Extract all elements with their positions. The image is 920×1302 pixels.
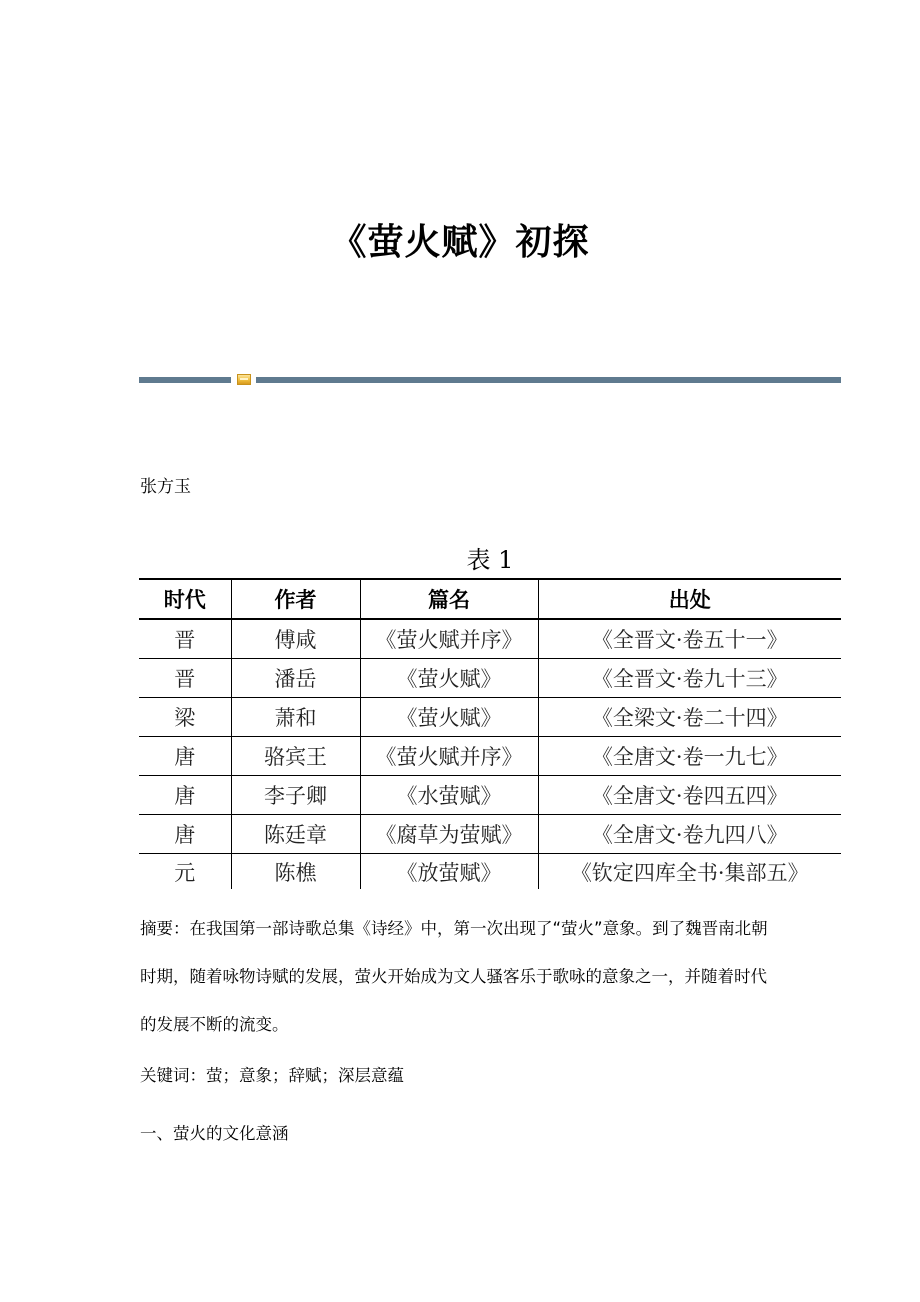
cell-title: 《萤火赋》: [360, 698, 538, 737]
cell-title: 《萤火赋》: [360, 659, 538, 698]
cell-title: 《腐草为萤赋》: [360, 815, 538, 854]
table-row: [139, 737, 841, 776]
divider-bar-right: [256, 377, 841, 383]
table-header-row: [139, 579, 841, 619]
cell-source: 《全唐文·卷一九七》: [538, 737, 841, 776]
cell-source: 《全晋文·卷五十一》: [538, 619, 841, 659]
cell-era: 唐: [139, 776, 231, 815]
cell-era: 元: [174, 860, 196, 885]
cell-title: 《放萤赋》: [360, 854, 538, 890]
decorative-divider: [139, 374, 841, 386]
divider-ornament-icon: [237, 374, 251, 385]
header-source: 出处: [538, 579, 841, 619]
header-era: 时代: [139, 579, 231, 619]
cell-author: 李子卿: [231, 776, 360, 815]
cell-era: 晋: [139, 659, 231, 698]
document-title: 《萤火赋》初探: [330, 221, 590, 263]
cell-author: 潘岳: [231, 659, 360, 698]
cell-source: 《全唐文·卷四五四》: [538, 776, 841, 815]
cell-title: 《水萤赋》: [360, 776, 538, 815]
table-row: [139, 815, 841, 854]
cell-author: 萧和: [231, 698, 360, 737]
cell-author: 陈樵: [231, 854, 360, 890]
section-heading: 一、萤火的文化意涵: [140, 1124, 289, 1143]
divider-bar-left: [139, 377, 231, 383]
cell-source: 《全梁文·卷二十四》: [538, 698, 841, 737]
table-caption: 表 1: [466, 546, 514, 574]
cell-era: 唐: [139, 737, 231, 776]
table-row: [139, 776, 841, 815]
cell-author: 陈廷章: [231, 815, 360, 854]
cell-source: 《全晋文·卷九十三》: [538, 659, 841, 698]
table-row: [139, 854, 841, 890]
table-row: [139, 619, 841, 659]
abstract-paragraph: 摘要：在我国第一部诗歌总集《诗经》中，第一次出现了“萤火”意象。到了魏晋南北朝时期，随着咏物诗赋的发展，萤火开始成为文人骚客乐于歌咏的意象之一，并随着时代的发展不断的流变。: [140, 919, 768, 1034]
cell-era: 梁: [139, 698, 231, 737]
cell-title: 《萤火赋并序》: [360, 619, 538, 659]
works-table: [139, 578, 841, 889]
cell-source: 《钦定四库全书·集部五》: [538, 854, 841, 890]
header-title: 篇名: [360, 579, 538, 619]
cell-era: 唐: [139, 815, 231, 854]
cell-title: 《萤火赋并序》: [360, 737, 538, 776]
table-row: [139, 659, 841, 698]
keywords-line: 关键词：萤；意象；辞赋；深层意蕴: [140, 1066, 404, 1085]
cell-author: 骆宾王: [231, 737, 360, 776]
author-name: 张方玉: [140, 477, 191, 497]
cell-author: 傅咸: [231, 619, 360, 659]
cell-era: 晋: [139, 619, 231, 659]
header-author: 作者: [231, 579, 360, 619]
table-row: [139, 698, 841, 737]
cell-source: 《全唐文·卷九四八》: [538, 815, 841, 854]
